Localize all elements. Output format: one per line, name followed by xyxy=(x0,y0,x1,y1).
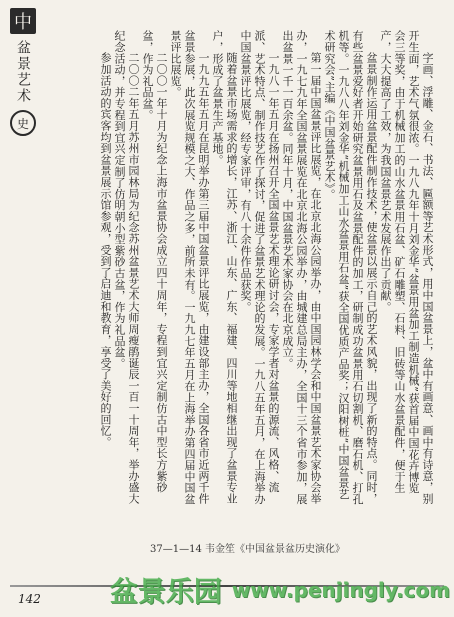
paragraph: 一九九五年五月在昆明举办第三届中国盆景评比展览，由建设部主办，全国各省市近两千件盆景参展，此次展览规模之大、作品之多，前所未有。一九九七年五月在上海举办第四届中国盆景评比展览。 xyxy=(169,30,210,505)
header-title: 盆景艺术 xyxy=(15,40,31,104)
main-text xyxy=(64,30,434,505)
side-header xyxy=(6,8,40,168)
footer-divider xyxy=(10,585,444,587)
paragraph: 随着盆景市场需求的增长，江苏、浙江、山东、广东、福建、四川等地相继出现了盆景专业户，形成了盆景生产基地。 xyxy=(211,30,238,504)
paragraph: 二〇〇一年十月为纪念上海市盆景协会成立四十周年，专程到宜兴定制仿古中型长方紫砂盆，作为礼品盆。 xyxy=(141,30,168,493)
paragraph: 参加活动的宾客均到盆景展示馆参观，受到了启迪和教育，享受了美好的回忆。 xyxy=(99,52,112,448)
paragraph: 二〇〇二年五月苏州市园林局为纪念苏州盆景艺术大师周瘦鹃诞辰一百一十周年，举办盛大纪念活动，并专程到宜兴定制了仿明朝小型紫砂古盆，作为礼品盆。 xyxy=(113,30,140,504)
page-number: 142 xyxy=(18,592,41,606)
paragraph: 盆景制作运用盆景配件制作技术，使盆景以展示自己的艺术风貌，出现了新的特点。同时，有些盆景爱好者开始研究盆景用石及盆景配件的加工，研制成功盆景用石切割机、磨石机、打孔机等。一九八八年刘金华“机械加工山水盆景用石盆”获全国优质产品奖；汉阳树桩“中国盆景艺术研究会”主编《中国盆景艺术》。 xyxy=(323,30,378,505)
paragraph: 字画、浮雕、金石、书法、匾额等艺术形式，用中国盆景上，盆中有画意、画中有诗意，别开生面，艺术气氛很浓。一九八九年十月刘金华“盆景用盆加工制造机械”获首届中国花卉博览会三等奖，由于机械加工的山水盆景用石盆、矿石雕塑、石料、旧砖等山水盆景配件，便于生产，大大提高了工效，为我国盆景艺术发展作出了贡献。 xyxy=(379,30,434,504)
header-mark: 史 xyxy=(10,110,36,136)
watermark-cn: 盆景乐园 xyxy=(109,575,222,608)
figure-caption: 37—1—14 韦金笙《中国盆景盆历史演化》 xyxy=(150,544,345,555)
watermark-url: www.penjingly.com xyxy=(231,578,450,602)
paragraph: 第一届中国盆景评比展览，在北京北海公园举办，由中国园林学会和中国盆景艺术家协会举办，一九七九年全国盆景展览在北京北海公园举办，由城建总局主办，全国十三个省市参加，展出盆景一千一百余盆。同年十月，中国盆景艺术家协会在北京成立。 xyxy=(281,30,322,505)
header-top-char: 中 xyxy=(10,8,36,34)
watermark xyxy=(80,572,450,608)
paragraph: 一九八一年五月在扬州召开全国盆景艺术理论研讨会，专家学者对盆景的源流、风格、流派、艺术特点、制作技艺作了探讨，促进了盆景艺术理论的发展。一九八五年五月，在上海举办中国盆景评比展览，经专家评审，有八十余件作品获奖。 xyxy=(239,30,280,505)
